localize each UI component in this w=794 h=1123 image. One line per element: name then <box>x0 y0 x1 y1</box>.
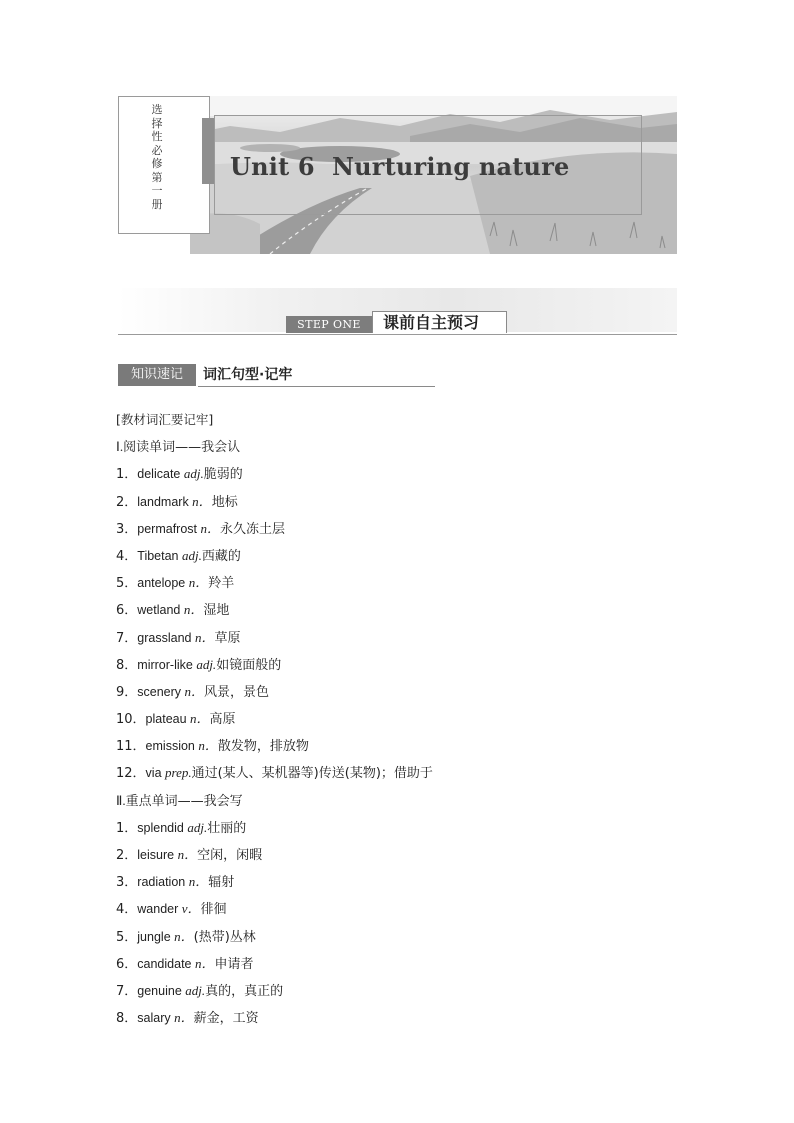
item-word: emission <box>145 739 199 754</box>
list-item <box>116 841 676 868</box>
item-part-of-speech: n． <box>184 683 205 699</box>
item-word: wetland <box>137 603 184 618</box>
list-item <box>116 569 676 596</box>
item-number: 8． <box>116 657 138 673</box>
item-meaning: 徘徊 <box>200 902 227 918</box>
item-part-of-speech: n． <box>194 955 215 971</box>
unit-banner <box>118 96 677 254</box>
item-number: 1． <box>116 820 138 836</box>
list-item <box>116 542 676 569</box>
item-number: 8． <box>116 1011 138 1027</box>
item-part-of-speech: adj. <box>187 819 208 835</box>
list-item <box>116 596 676 623</box>
item-meaning: (热带)丛林 <box>193 929 256 945</box>
item-part-of-speech: adj. <box>196 656 217 672</box>
list-item <box>116 950 676 977</box>
item-number: 5． <box>116 576 138 592</box>
item-part-of-speech: n． <box>188 874 209 890</box>
item-part-of-speech: adj. <box>185 982 206 998</box>
item-number: 6． <box>116 603 138 619</box>
item-word: permafrost <box>137 521 201 536</box>
list-item <box>116 460 676 487</box>
vocabulary-content <box>116 406 676 1031</box>
item-word: delicate <box>137 467 184 482</box>
unit-title: Unit 6 Nurturing nature <box>230 152 570 181</box>
step-header <box>118 286 677 336</box>
item-word: plateau <box>145 712 191 727</box>
item-number: 3． <box>116 521 138 537</box>
list-item <box>116 868 676 895</box>
section-underline <box>198 386 435 387</box>
title-accent-bar <box>202 118 214 184</box>
item-word: landmark <box>137 494 193 509</box>
item-meaning: 草原 <box>214 630 241 646</box>
item-number: 7． <box>116 630 138 646</box>
item-number: 10． <box>116 712 146 728</box>
section-header <box>118 364 438 388</box>
list-item <box>116 895 676 922</box>
item-word: radiation <box>137 875 189 890</box>
section-tag: 知识速记 <box>118 364 196 386</box>
item-meaning: 西藏的 <box>201 548 241 564</box>
item-meaning: 真的，真正的 <box>205 983 284 999</box>
item-number: 4． <box>116 548 138 564</box>
book-volume-tab <box>118 96 210 234</box>
list-item <box>116 705 676 732</box>
item-part-of-speech: prep. <box>165 765 192 781</box>
item-part-of-speech: n． <box>200 520 221 536</box>
item-number: 9． <box>116 684 138 700</box>
list-item <box>116 977 676 1004</box>
item-part-of-speech: adj. <box>181 547 202 563</box>
group-title: 重点单词——我会写 <box>125 793 243 809</box>
item-meaning: 申请者 <box>214 956 254 972</box>
item-meaning: 壮丽的 <box>207 820 247 836</box>
item-meaning: 地标 <box>211 494 238 510</box>
group-roman-numeral: Ⅱ. <box>116 792 126 808</box>
item-part-of-speech: n． <box>183 602 204 618</box>
item-meaning: 如镜面般的 <box>216 657 282 673</box>
item-part-of-speech: n． <box>192 493 212 509</box>
list-item <box>116 651 676 678</box>
item-meaning: 辐射 <box>208 875 235 891</box>
group-roman-numeral: Ⅰ. <box>116 439 124 455</box>
item-word: grassland <box>137 630 195 645</box>
book-volume-label: 选择性必修第一册 <box>151 103 163 211</box>
item-number: 12． <box>116 766 146 782</box>
item-number: 2． <box>116 848 138 863</box>
item-meaning: 永久冻土层 <box>220 521 286 537</box>
item-number: 4． <box>116 902 138 918</box>
item-meaning: 散发物，排放物 <box>217 739 309 755</box>
item-part-of-speech: adj. <box>183 466 204 482</box>
item-part-of-speech: n． <box>190 711 210 727</box>
item-meaning: 湿地 <box>203 603 230 619</box>
item-part-of-speech: n． <box>174 1010 194 1026</box>
list-item <box>116 923 676 950</box>
list-item <box>116 515 676 542</box>
item-part-of-speech: n． <box>194 629 215 645</box>
item-word: scenery <box>137 684 185 699</box>
item-meaning: 空闲，闲暇 <box>197 848 263 863</box>
content-heading: [教材词汇要记牢] <box>116 412 214 427</box>
item-part-of-speech: v． <box>181 901 201 917</box>
item-number: 7． <box>116 983 138 999</box>
item-word: jungle <box>137 929 175 944</box>
step-divider <box>118 334 677 335</box>
step-title: 课前自主预习 <box>372 311 507 333</box>
list-item <box>116 814 676 841</box>
item-part-of-speech: n． <box>198 738 218 754</box>
item-part-of-speech: n． <box>174 928 194 944</box>
item-part-of-speech: n． <box>177 847 198 862</box>
item-word: candidate <box>137 956 195 971</box>
item-meaning: 脆弱的 <box>203 467 243 483</box>
item-part-of-speech: n． <box>188 575 209 591</box>
list-item <box>116 732 676 759</box>
item-meaning: 通过(某人、某机器等)传送(某物)；借助于 <box>191 766 433 782</box>
item-number: 2． <box>116 494 138 510</box>
list-item <box>116 678 676 705</box>
item-word: via <box>145 766 165 781</box>
key-word-list <box>116 814 676 1032</box>
item-word: mirror-like <box>137 657 197 672</box>
group-heading-reading <box>116 433 676 460</box>
group-heading-writing <box>116 787 676 814</box>
list-item <box>116 624 676 651</box>
list-item <box>116 488 676 515</box>
item-number: 5． <box>116 929 138 945</box>
item-word: genuine <box>137 983 186 998</box>
group-title: 阅读单词——我会认 <box>123 440 241 456</box>
item-word: leisure <box>137 848 178 862</box>
item-word: splendid <box>137 820 188 835</box>
list-item <box>116 759 676 786</box>
section-title: 词汇句型·记牢 <box>203 367 293 383</box>
item-number: 6． <box>116 956 138 972</box>
reading-word-list <box>116 460 676 786</box>
item-word: salary <box>137 1011 175 1026</box>
item-number: 3． <box>116 875 138 891</box>
item-number: 1． <box>116 467 138 483</box>
list-item <box>116 1004 676 1031</box>
item-meaning: 羚羊 <box>208 576 235 592</box>
item-number: 11． <box>116 739 146 755</box>
item-word: antelope <box>137 576 189 591</box>
item-word: Tibetan <box>137 548 182 563</box>
item-meaning: 高原 <box>209 712 236 728</box>
item-meaning: 风景，景色 <box>204 684 270 700</box>
item-meaning: 薪金，工资 <box>193 1011 259 1027</box>
item-word: wander <box>137 902 182 917</box>
step-badge: STEP ONE <box>286 316 372 333</box>
